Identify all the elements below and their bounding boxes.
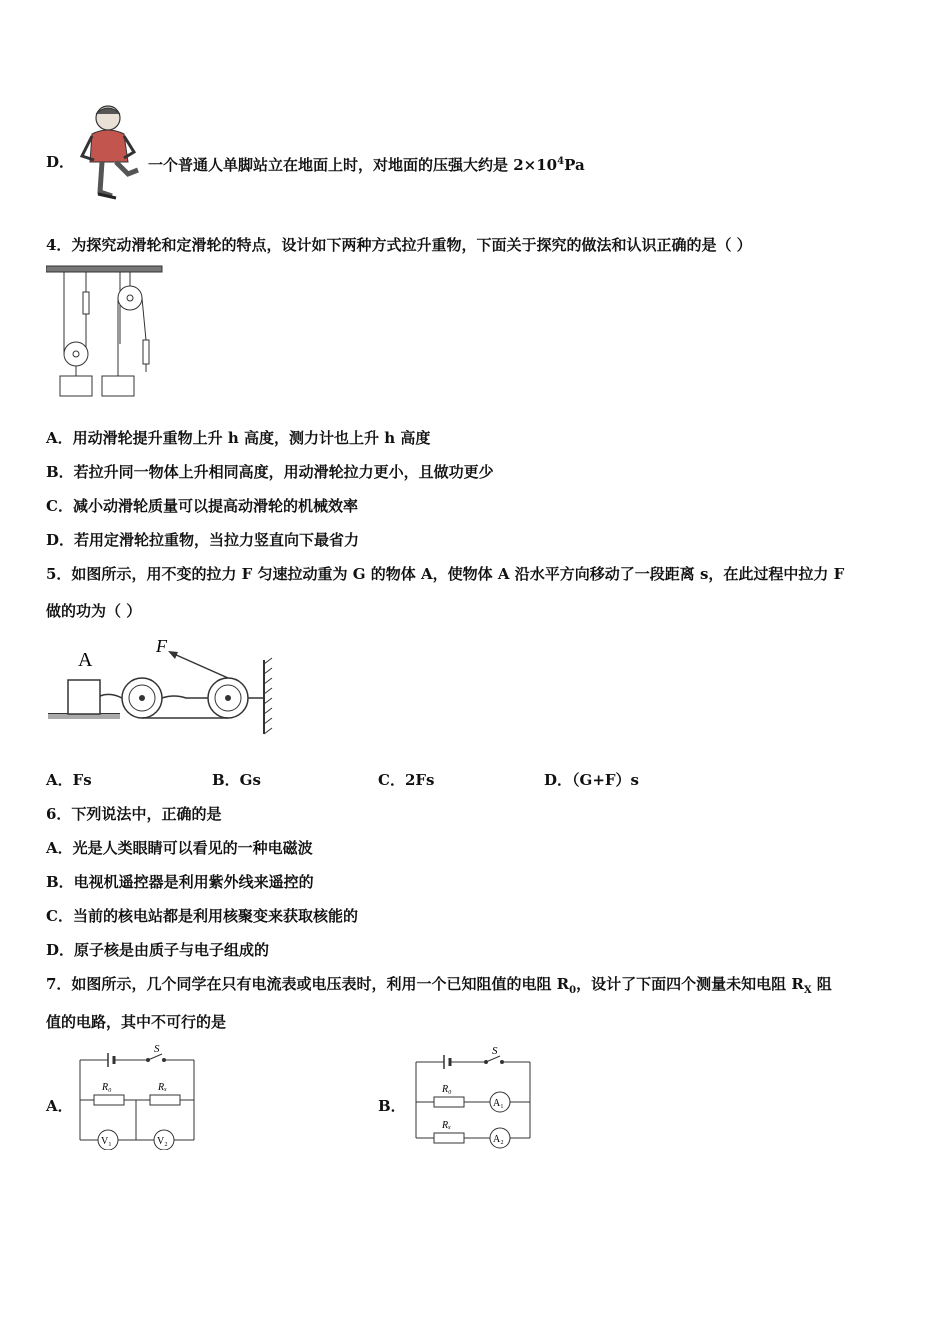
q7-r0-subscript: 0 bbox=[569, 985, 577, 996]
q3-option-d-main: 一个普通人单脚站立在地面上时，对地面的压强大约是 2×10 bbox=[148, 156, 558, 174]
q7-stem-part2: ，设计了下面四个测量未知电阻 R bbox=[576, 975, 804, 993]
q4-option-d: D．若用定滑轮拉重物，当拉力竖直向下最省力 bbox=[46, 531, 360, 549]
q4-option-a: A．用动滑轮提升重物上升 h 高度，测力计也上升 h 高度 bbox=[46, 429, 431, 447]
q7-stem-part1: 7．如图所示，几个同学在只有电流表或电压表时，利用一个已知阻值的电阻 R bbox=[46, 975, 570, 993]
circuit-a-switch-label: S bbox=[154, 1043, 160, 1055]
q7-stem-part3: 阻 bbox=[811, 975, 832, 993]
q5-option-b: B．Gs bbox=[212, 771, 261, 789]
pulley-setup-figure bbox=[46, 264, 166, 400]
circuit-a-meter2-label: V₂ bbox=[157, 1136, 168, 1147]
q7-stem-line1 bbox=[46, 974, 832, 1001]
q5-stem-line2: 做的功为（ ） bbox=[46, 602, 142, 620]
q5-option-c: C．2Fs bbox=[378, 771, 435, 789]
person-standing-figure bbox=[72, 100, 144, 204]
circuit-a-rx-label: Rₓ bbox=[158, 1082, 167, 1093]
q4-option-c: C．减小动滑轮质量可以提高动滑轮的机械效率 bbox=[46, 497, 358, 515]
circuit-b-r0-label: R₀ bbox=[442, 1084, 452, 1095]
q5-stem-line1: 5．如图所示，用不变的拉力 F 匀速拉动重为 G 的物体 A，使物体 A 沿水平方向移动了一段距离 s，在此过程中拉力 F bbox=[46, 565, 845, 583]
q6-option-d: D．原子核是由质子与电子组成的 bbox=[46, 941, 270, 959]
q3-option-d-text bbox=[148, 152, 585, 175]
q6-option-a: A．光是人类眼睛可以看见的一种电磁波 bbox=[46, 839, 313, 857]
q3-option-d-exponent: 4 bbox=[557, 156, 565, 167]
q7-option-b-label: B． bbox=[378, 1097, 406, 1115]
q4-stem: 4．为探究动滑轮和定滑轮的特点，设计如下两种方式拉升重物，下面关于探究的做法和认识正确的是（ ） bbox=[46, 236, 752, 254]
q6-stem: 6．下列说法中，正确的是 bbox=[46, 805, 222, 823]
q5-option-d: D．（G+F）s bbox=[544, 771, 639, 789]
circuit-b-meter1-label: A₁ bbox=[493, 1098, 504, 1109]
circuit-a-meter1-label: V₁ bbox=[101, 1136, 112, 1147]
circuit-b-switch-label: S bbox=[492, 1045, 498, 1057]
circuit-a-r0-label: R₀ bbox=[102, 1082, 112, 1093]
block-label-a: A bbox=[78, 649, 93, 671]
q3-option-d-letter: D． bbox=[46, 153, 75, 171]
circuit-b-figure bbox=[408, 1040, 538, 1150]
q7-rx-subscript: X bbox=[803, 985, 812, 996]
q6-option-b: B．电视机遥控器是利用紫外线来遥控的 bbox=[46, 873, 314, 891]
q3-option-d-unit: Pa bbox=[564, 156, 585, 174]
pulley-block-figure bbox=[46, 632, 276, 740]
force-label-f: F bbox=[156, 636, 167, 656]
circuit-b-meter2-label: A₂ bbox=[493, 1134, 504, 1145]
q7-stem-line2: 值的电路，其中不可行的是 bbox=[46, 1013, 227, 1031]
q6-option-c: C．当前的核电站都是利用核聚变来获取核能的 bbox=[46, 907, 358, 925]
q7-option-a-label: A． bbox=[46, 1097, 73, 1115]
q4-option-b: B．若拉升同一物体上升相同高度，用动滑轮拉力更小，且做功更少 bbox=[46, 463, 494, 481]
circuit-b-rx-label: Rₓ bbox=[442, 1120, 451, 1131]
circuit-a-figure bbox=[72, 1040, 202, 1150]
q5-option-a: A．Fs bbox=[46, 771, 92, 789]
